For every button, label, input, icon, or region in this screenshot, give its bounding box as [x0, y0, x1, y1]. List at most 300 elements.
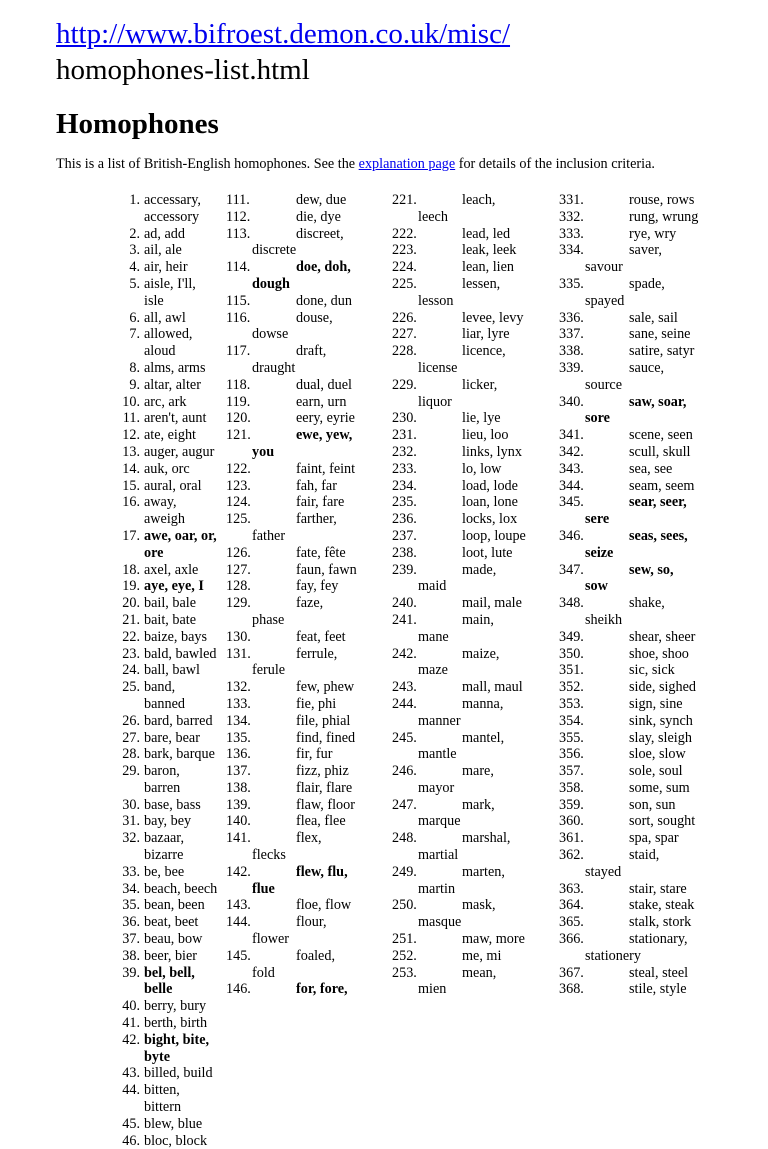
entry-words-continued: flue [252, 880, 275, 897]
entry-number: 13. [122, 443, 140, 460]
entry-words: sign, sine [629, 695, 683, 712]
entry-number: 226. [392, 309, 417, 326]
homophone-entry [392, 192, 542, 209]
homophone-entry [226, 696, 366, 713]
entry-number: 244. [392, 695, 417, 712]
entry-words: axel, axle [144, 561, 199, 578]
homophone-entry [226, 813, 366, 830]
entry-number: 224. [392, 259, 417, 276]
entry-number: 221. [392, 192, 417, 208]
entry-number: 351. [559, 662, 584, 679]
entry-number: 2. [129, 225, 140, 242]
entry-words: farther, [296, 511, 337, 528]
homophone-entry [392, 410, 542, 427]
entry-number: 368. [559, 981, 584, 998]
entry-words-continued: discrete [252, 242, 297, 259]
homophone-entry [559, 763, 719, 780]
entry-words: few, phew [296, 679, 355, 696]
entry-number: 366. [559, 931, 584, 948]
homophone-entry [559, 981, 719, 998]
entry-number: 331. [559, 192, 584, 208]
entry-number: 339. [559, 359, 584, 376]
entry-words: billed, build [144, 1065, 213, 1082]
entry-words: scull, skull [629, 443, 691, 460]
entry-number: 123. [226, 477, 251, 494]
entry-words: bazaar, bizarre [144, 830, 184, 864]
entry-words-continued: sere [585, 511, 610, 528]
entry-number: 37. [122, 931, 140, 948]
homophone-entry [392, 965, 542, 982]
entry-words: faze, [296, 595, 324, 612]
source-url-link[interactable]: http://www.bifroest.demon.co.uk/misc/ [56, 18, 511, 50]
entry-words: maw, more [462, 931, 525, 948]
source-url [56, 16, 756, 88]
entry-words: stake, steak [629, 897, 695, 914]
homophone-entry [559, 881, 719, 898]
homophone-entry [226, 780, 366, 797]
entry-words: bald, bawled [144, 645, 217, 662]
entry-number: 365. [559, 914, 584, 931]
entry-words: air, heir [144, 259, 188, 276]
homophone-entry [100, 494, 218, 528]
homophone-entry [100, 998, 218, 1015]
intro-paragraph [56, 156, 736, 173]
entry-number: 225. [392, 275, 417, 292]
entry-number: 131. [226, 645, 251, 662]
homophone-entry [559, 830, 719, 847]
homophone-entry [100, 612, 218, 629]
homophone-entry [226, 981, 366, 998]
entry-words: spa, spar [629, 830, 679, 847]
entry-number: 230. [392, 410, 417, 427]
homophone-entry-continuation [392, 847, 542, 864]
homophone-entry-continuation [226, 965, 366, 982]
entry-number: 40. [122, 998, 140, 1015]
entry-number: 137. [226, 763, 251, 780]
homophone-entry [559, 780, 719, 797]
entry-words: mall, maul [462, 679, 523, 696]
homophone-entry [100, 763, 218, 797]
entry-words: ate, eight [144, 427, 196, 444]
entry-number: 243. [392, 679, 417, 696]
entry-words: fir, fur [296, 746, 333, 763]
entry-words: spade, [629, 275, 665, 292]
entry-number: 46. [122, 1132, 140, 1149]
homophone-entry [392, 897, 542, 914]
entry-words: allowed, aloud [144, 326, 193, 360]
homophone-entry-continuation [226, 881, 366, 898]
entry-words-continued: dough [252, 275, 290, 292]
entry-words: sort, sought [629, 813, 696, 830]
entry-words: band, banned [144, 679, 185, 712]
entry-number: 141. [226, 830, 251, 847]
entry-words: sew, so, [629, 561, 674, 578]
homophone-entry [100, 1133, 218, 1149]
entry-words-continued: source [585, 376, 623, 393]
entry-words: arc, ark [144, 393, 187, 410]
entry-words: lessen, [462, 275, 501, 292]
homophone-entry [100, 1082, 218, 1116]
entry-words: load, lode [462, 477, 518, 494]
entry-words: shear, sheer [629, 628, 696, 645]
entry-words-continued: fold [252, 964, 275, 981]
entry-number: 231. [392, 427, 417, 444]
entry-number: 223. [392, 242, 417, 259]
homophone-entry [559, 746, 719, 763]
entry-words: lean, lien [462, 259, 514, 276]
entry-words: mare, [462, 763, 494, 780]
homophone-entry [559, 595, 719, 612]
entry-number: 246. [392, 763, 417, 780]
homophone-entry-continuation [226, 276, 366, 293]
entry-words: bitten, bittern [144, 1082, 182, 1116]
entry-number: 341. [559, 427, 584, 444]
homophone-entry [100, 528, 218, 562]
entry-words: flair, flare [296, 779, 353, 796]
entry-words-continued: sheikh [585, 611, 623, 628]
homophone-entry [559, 528, 719, 545]
homophone-entry [559, 646, 719, 663]
homophone-entry [100, 1065, 218, 1082]
homophone-entry-continuation [559, 948, 719, 965]
entry-number: 357. [559, 763, 584, 780]
entry-number: 229. [392, 376, 417, 393]
entry-number: 27. [122, 729, 140, 746]
entry-words-continued: lesson [418, 292, 454, 309]
entry-number: 232. [392, 443, 417, 460]
homophone-entry [100, 813, 218, 830]
homophone-entry [100, 478, 218, 495]
entry-number: 29. [122, 763, 140, 780]
entry-words: auger, augur [144, 443, 215, 460]
entry-number: 134. [226, 712, 251, 729]
entry-words-continued: flecks [252, 847, 286, 864]
homophone-entry-continuation [392, 780, 542, 797]
entry-words: accessary, accessory [144, 192, 201, 225]
homophone-entry-continuation [559, 293, 719, 310]
entry-number: 146. [226, 981, 251, 998]
entry-number: 126. [226, 544, 251, 561]
homophone-entry [559, 326, 719, 343]
entry-words: locks, lox [462, 511, 518, 528]
entry-words: bard, barred [144, 712, 213, 729]
entry-words: mask, [462, 897, 496, 914]
homophone-entry [559, 562, 719, 579]
entry-number: 241. [392, 611, 417, 628]
entry-words-continued: sow [585, 578, 608, 595]
homophone-list [100, 192, 218, 1149]
homophone-entry [100, 730, 218, 747]
entry-number: 353. [559, 695, 584, 712]
homophone-entry [559, 343, 719, 360]
entry-number: 122. [226, 460, 251, 477]
homophone-entry [392, 427, 542, 444]
entry-words: mark, [462, 796, 495, 813]
entry-number: 120. [226, 410, 251, 427]
homophone-entry [559, 427, 719, 444]
homophone-entry [100, 646, 218, 663]
entry-number: 361. [559, 830, 584, 847]
homophone-entry [100, 562, 218, 579]
homophone-entry [226, 377, 366, 394]
homophone-entry [559, 226, 719, 243]
homophone-entry [559, 242, 719, 259]
entry-number: 356. [559, 746, 584, 763]
entry-number: 340. [559, 393, 584, 410]
entry-number: 24. [122, 662, 140, 679]
entry-words: ail, ale [144, 242, 182, 259]
entry-number: 358. [559, 779, 584, 796]
entry-words: flex, [296, 830, 322, 847]
homophone-entry [100, 948, 218, 965]
entry-number: 363. [559, 880, 584, 897]
homophone-entry [559, 679, 719, 696]
homophone-entry-continuation [559, 864, 719, 881]
entry-number: 17. [122, 527, 140, 544]
entry-words: aren't, aunt [144, 410, 207, 427]
entry-words: baize, bays [144, 628, 208, 645]
entry-number: 352. [559, 679, 584, 696]
entry-number: 249. [392, 863, 417, 880]
entry-words: sloe, slow [629, 746, 686, 763]
entry-words-continued: maid [418, 578, 447, 595]
entry-number: 250. [392, 897, 417, 914]
homophone-entry [100, 881, 218, 898]
entry-words: licence, [462, 343, 506, 360]
homophone-entry [100, 746, 218, 763]
entry-words: main, [462, 611, 494, 628]
entry-words: stalk, stork [629, 914, 692, 931]
entry-words: saver, [629, 242, 662, 259]
homophone-entry [392, 830, 542, 847]
entry-words: satire, satyr [629, 343, 695, 360]
entry-number: 359. [559, 796, 584, 813]
entry-number: 31. [122, 813, 140, 830]
entry-words: stationary, [629, 931, 688, 948]
entry-words: rouse, rows [629, 192, 695, 208]
homophone-entry [392, 494, 542, 511]
homophone-entry [226, 763, 366, 780]
entry-words: foaled, [296, 947, 335, 964]
homophone-entry [226, 797, 366, 814]
entry-number: 121. [226, 427, 251, 444]
homophone-entry [392, 763, 542, 780]
intro-text-after: for details of the inclusion criteria. [455, 156, 655, 172]
homophone-list [392, 192, 542, 998]
entry-words-continued: mien [418, 981, 447, 998]
entry-words: mean, [462, 964, 497, 981]
homophone-entry [226, 192, 366, 209]
homophone-entry [226, 830, 366, 847]
homophone-entry [559, 847, 719, 864]
homophone-entry-continuation [559, 545, 719, 562]
homophone-entry-continuation [226, 662, 366, 679]
homophone-entry [559, 965, 719, 982]
homophone-entry [226, 578, 366, 595]
entry-number: 239. [392, 561, 417, 578]
entry-words: sink, synch [629, 712, 693, 729]
page-title: Homophones [56, 108, 219, 140]
entry-number: 237. [392, 527, 417, 544]
homophone-entry [559, 444, 719, 461]
entry-words: fay, fey [296, 578, 339, 595]
homophone-entry [100, 797, 218, 814]
homophone-entry [559, 192, 719, 209]
homophone-entry [392, 528, 542, 545]
entry-number: 362. [559, 847, 584, 864]
entry-number: 350. [559, 645, 584, 662]
homophone-entry [100, 1116, 218, 1133]
homophone-entry [226, 427, 366, 444]
homophone-entry [392, 679, 542, 696]
homophone-entry [226, 864, 366, 881]
entry-number: 238. [392, 544, 417, 561]
homophone-entry [226, 259, 366, 276]
entry-words: levee, levy [462, 309, 524, 326]
homophone-entry [100, 1015, 218, 1032]
entry-number: 5. [129, 275, 140, 292]
entry-words: loot, lute [462, 544, 513, 561]
homophone-entry-continuation [392, 881, 542, 898]
homophone-entry-continuation [392, 746, 542, 763]
explanation-page-link[interactable]: explanation page [358, 156, 456, 172]
entry-number: 125. [226, 511, 251, 528]
entry-words: flour, [296, 914, 327, 931]
entry-number: 25. [122, 679, 140, 696]
entry-number: 112. [226, 208, 251, 225]
homophone-entry [392, 797, 542, 814]
homophone-entry [392, 595, 542, 612]
entry-words-continued: father [252, 527, 286, 544]
entry-words: stile, style [629, 981, 687, 998]
entry-words: slay, sleigh [629, 729, 692, 746]
entry-words-continued: ferule [252, 662, 286, 679]
homophone-entry [392, 646, 542, 663]
entry-number: 228. [392, 343, 417, 360]
homophone-entry [559, 478, 719, 495]
entry-number: 4. [129, 259, 140, 276]
entry-words: fair, fare [296, 494, 345, 511]
entry-number: 354. [559, 712, 584, 729]
entry-number: 342. [559, 443, 584, 460]
entry-words: lieu, loo [462, 427, 509, 444]
entry-number: 14. [122, 460, 140, 477]
entry-words: links, lynx [462, 443, 522, 460]
entry-words: faint, feint [296, 460, 356, 477]
entry-number: 42. [122, 1031, 140, 1048]
homophone-entry [226, 679, 366, 696]
entry-words: baron, barren [144, 763, 181, 796]
homophone-entry [392, 864, 542, 881]
entry-words: done, dun [296, 292, 352, 309]
homophone-entry-continuation [559, 377, 719, 394]
entry-number: 7. [129, 326, 140, 343]
entry-words-continued: spayed [585, 292, 625, 309]
homophone-entry [100, 410, 218, 427]
homophone-entry [100, 864, 218, 881]
homophone-entry-continuation [226, 612, 366, 629]
entry-number: 222. [392, 225, 417, 242]
homophone-entry [100, 595, 218, 612]
entry-number: 333. [559, 225, 584, 242]
homophone-entry-continuation [559, 259, 719, 276]
entry-number: 138. [226, 779, 251, 796]
homophone-entry-continuation [392, 394, 542, 411]
intro-text-before: This is a list of British-English homophones. See the [56, 156, 359, 172]
entry-words: side, sighed [629, 679, 696, 696]
homophone-entry [226, 494, 366, 511]
homophone-entry [559, 713, 719, 730]
entry-number: 248. [392, 830, 417, 847]
homophone-entry [226, 511, 366, 528]
entry-number: 132. [226, 679, 251, 696]
entry-number: 346. [559, 527, 584, 544]
homophone-entry-continuation [226, 931, 366, 948]
entry-words: sea, see [629, 460, 673, 477]
entry-words: bloc, block [144, 1132, 208, 1149]
entry-number: 332. [559, 208, 584, 225]
entry-number: 347. [559, 561, 584, 578]
homophone-entry [559, 662, 719, 679]
homophone-entry [100, 360, 218, 377]
entry-number: 344. [559, 477, 584, 494]
entry-words: beau, bow [144, 931, 203, 948]
entry-words: bel, bell, belle [144, 964, 195, 998]
homophone-entry-continuation [392, 360, 542, 377]
entry-number: 135. [226, 729, 251, 746]
entry-words: file, phial [296, 712, 351, 729]
entry-number: 235. [392, 494, 417, 511]
entry-words: mantel, [462, 729, 505, 746]
entry-number: 139. [226, 796, 251, 813]
entry-number: 115. [226, 292, 251, 309]
entry-words: dew, due [296, 192, 347, 208]
entry-number: 119. [226, 393, 251, 410]
entry-words: sane, seine [629, 326, 691, 343]
entry-words: marshal, [462, 830, 511, 847]
homophone-entry [392, 511, 542, 528]
homophone-entry [226, 461, 366, 478]
entry-words: sic, sick [629, 662, 675, 679]
entry-words: licker, [462, 376, 498, 393]
entry-number: 9. [129, 376, 140, 393]
entry-words: ad, add [144, 225, 185, 242]
homophone-entry [226, 897, 366, 914]
entry-number: 43. [122, 1065, 140, 1082]
entry-words-continued: martial [418, 847, 459, 864]
entry-words: sole, soul [629, 763, 683, 780]
entry-words-continued: liquor [418, 393, 452, 410]
homophone-entry [559, 394, 719, 411]
entry-number: 21. [122, 611, 140, 628]
entry-number: 34. [122, 880, 140, 897]
entry-number: 345. [559, 494, 584, 511]
entry-words-continued: savour [585, 259, 623, 276]
entry-number: 20. [122, 595, 140, 612]
entry-number: 245. [392, 729, 417, 746]
entry-words: me, mi [462, 947, 502, 964]
entry-number: 39. [122, 964, 140, 981]
entry-words: loan, lone [462, 494, 518, 511]
entry-words: fizz, phiz [296, 763, 349, 780]
entry-number: 130. [226, 628, 251, 645]
homophone-entry [559, 897, 719, 914]
homophone-entry [559, 461, 719, 478]
homophone-entry [100, 427, 218, 444]
entry-number: 15. [122, 477, 140, 494]
homophone-entry [226, 209, 366, 226]
homophone-entry [226, 629, 366, 646]
